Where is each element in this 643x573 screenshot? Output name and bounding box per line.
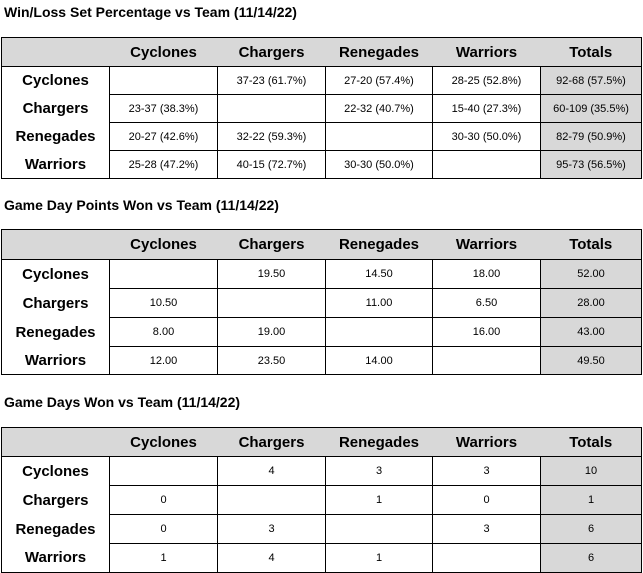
table-cell — [110, 260, 218, 289]
table-cell: 19.00 — [218, 318, 326, 347]
col-header: Renegades — [326, 38, 433, 67]
table-row — [2, 260, 642, 289]
table-cell: 16.00 — [433, 318, 541, 347]
section-title-points: Game Day Points Won vs Team (11/14/22) — [4, 197, 279, 213]
table-cell: 23-37 (38.3%) — [110, 95, 218, 123]
table-cell: 1 — [110, 544, 218, 573]
table-cell: 10.50 — [110, 289, 218, 318]
table-cell: 18.00 — [433, 260, 541, 289]
table-header-row — [2, 428, 642, 457]
col-header: Renegades — [326, 428, 433, 457]
col-header: Cyclones — [110, 230, 218, 260]
table-cell: 3 — [218, 515, 326, 544]
winloss-table — [1, 37, 642, 179]
table-row — [2, 95, 642, 123]
table-cell — [218, 486, 326, 515]
table-cell: 0 — [110, 515, 218, 544]
col-header: Renegades — [326, 230, 433, 260]
table-cell: 19.50 — [218, 260, 326, 289]
table-cell — [110, 67, 218, 95]
total-cell: 6 — [541, 544, 642, 573]
row-header: Renegades — [2, 318, 110, 347]
table-header-row — [2, 230, 642, 260]
table-cell — [218, 289, 326, 318]
table-cell: 3 — [433, 457, 541, 486]
table-row — [2, 67, 642, 95]
gamedays-table — [1, 427, 642, 573]
row-header: Warriors — [2, 347, 110, 375]
table-row — [2, 151, 642, 179]
table-cell: 6.50 — [433, 289, 541, 318]
row-header: Renegades — [2, 515, 110, 544]
table-cell: 30-30 (50.0%) — [433, 123, 541, 151]
table-cell — [433, 151, 541, 179]
total-cell: 6 — [541, 515, 642, 544]
total-cell: 43.00 — [541, 318, 642, 347]
row-header: Warriors — [2, 151, 110, 179]
total-cell: 92-68 (57.5%) — [541, 67, 642, 95]
table-cell: 22-32 (40.7%) — [326, 95, 433, 123]
points-table — [1, 229, 642, 375]
table-row — [2, 544, 642, 573]
row-header: Cyclones — [2, 67, 110, 95]
total-cell: 82-79 (50.9%) — [541, 123, 642, 151]
total-cell: 28.00 — [541, 289, 642, 318]
table-cell: 20-27 (42.6%) — [110, 123, 218, 151]
table-cell: 37-23 (61.7%) — [218, 67, 326, 95]
table-cell — [326, 318, 433, 347]
table-cell: 23.50 — [218, 347, 326, 375]
table-cell: 1 — [326, 544, 433, 573]
table-cell: 12.00 — [110, 347, 218, 375]
total-cell: 60-109 (35.5%) — [541, 95, 642, 123]
col-header: Warriors — [433, 230, 541, 260]
total-cell: 49.50 — [541, 347, 642, 375]
table-row — [2, 486, 642, 515]
table-cell: 30-30 (50.0%) — [326, 151, 433, 179]
table-cell: 27-20 (57.4%) — [326, 67, 433, 95]
table-cell: 0 — [433, 486, 541, 515]
table-cell: 14.00 — [326, 347, 433, 375]
col-header: Totals — [541, 428, 642, 457]
row-header: Cyclones — [2, 260, 110, 289]
table-cell — [326, 515, 433, 544]
total-cell: 1 — [541, 486, 642, 515]
corner-cell — [2, 230, 110, 260]
table-cell: 25-28 (47.2%) — [110, 151, 218, 179]
table-cell — [326, 123, 433, 151]
row-header: Chargers — [2, 95, 110, 123]
table-cell: 32-22 (59.3%) — [218, 123, 326, 151]
section-title-winloss: Win/Loss Set Percentage vs Team (11/14/22) — [4, 4, 297, 20]
table-cell — [110, 457, 218, 486]
table-cell — [433, 347, 541, 375]
table-cell: 11.00 — [326, 289, 433, 318]
table-cell: 3 — [433, 515, 541, 544]
col-header: Chargers — [218, 38, 326, 67]
table-header-row — [2, 38, 642, 67]
col-header: Cyclones — [110, 38, 218, 67]
table-cell: 14.50 — [326, 260, 433, 289]
corner-cell — [2, 38, 110, 67]
table-row — [2, 515, 642, 544]
section-title-gamedays: Game Days Won vs Team (11/14/22) — [4, 394, 241, 410]
table-cell: 0 — [110, 486, 218, 515]
table-cell: 40-15 (72.7%) — [218, 151, 326, 179]
table-cell: 4 — [218, 457, 326, 486]
row-header: Chargers — [2, 289, 110, 318]
table-cell — [218, 95, 326, 123]
row-header: Cyclones — [2, 457, 110, 486]
table-cell: 1 — [326, 486, 433, 515]
col-header: Cyclones — [110, 428, 218, 457]
row-header: Renegades — [2, 123, 110, 151]
table-cell — [433, 544, 541, 573]
col-header: Warriors — [433, 428, 541, 457]
total-cell: 52.00 — [541, 260, 642, 289]
col-header: Totals — [541, 230, 642, 260]
table-cell: 8.00 — [110, 318, 218, 347]
col-header: Warriors — [433, 38, 541, 67]
table-row — [2, 347, 642, 375]
table-row — [2, 289, 642, 318]
total-cell: 10 — [541, 457, 642, 486]
col-header: Chargers — [218, 230, 326, 260]
row-header: Chargers — [2, 486, 110, 515]
corner-cell — [2, 428, 110, 457]
table-row — [2, 123, 642, 151]
col-header: Chargers — [218, 428, 326, 457]
table-cell: 4 — [218, 544, 326, 573]
table-row — [2, 318, 642, 347]
table-cell: 28-25 (52.8%) — [433, 67, 541, 95]
table-cell: 15-40 (27.3%) — [433, 95, 541, 123]
table-row — [2, 457, 642, 486]
table-cell: 3 — [326, 457, 433, 486]
col-header: Totals — [541, 38, 642, 67]
row-header: Warriors — [2, 544, 110, 573]
total-cell: 95-73 (56.5%) — [541, 151, 642, 179]
